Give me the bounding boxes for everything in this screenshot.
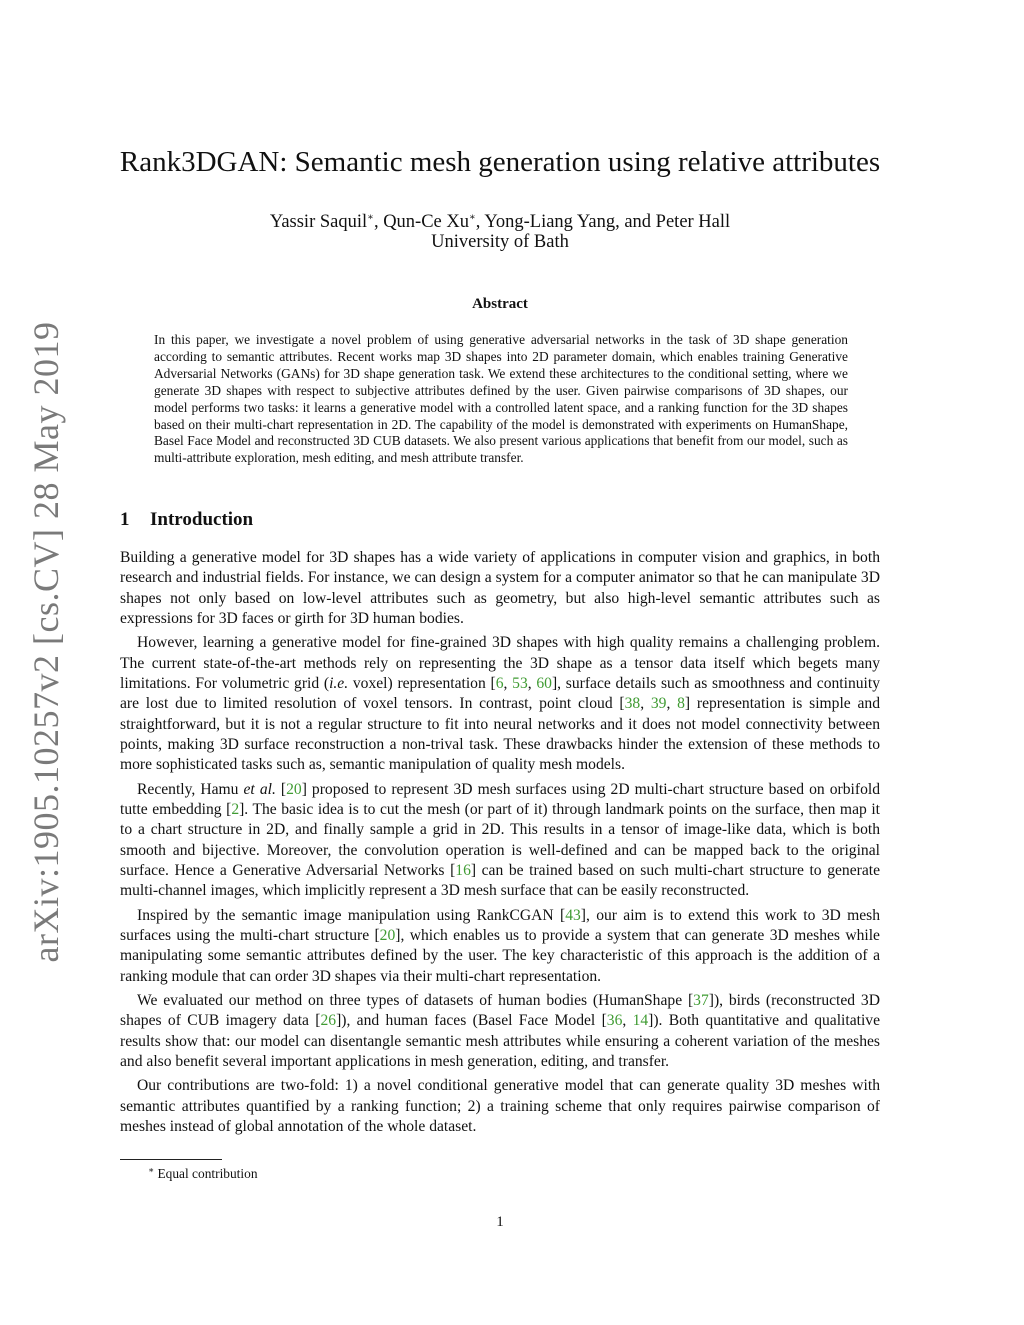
paragraph-text: ], which enables us to provide a system that can generate 3D meshes while manipulating some semantic attributes defined by the user. The key characteristic of this approach is the addition of a ranking module that can order 3D shapes via their multi-chart representation.: [120, 926, 880, 985]
paragraph-text: However, learning a generative model for fine-grained 3D shapes with high quality remains a challenging problem. The current state-of-the-art methods rely on representing the 3D shape as a tensor data itself which begets many limitations. For volumetric grid (: [120, 634, 880, 692]
abstract-heading: Abstract: [472, 296, 528, 312]
paragraph-text: ]), birds (reconstructed 3D shapes of CUB imagery data [: [120, 991, 880, 1030]
citation-link[interactable]: 16: [455, 861, 471, 879]
paragraph-text: Inspired by the semantic image manipulation using RankCGAN [: [137, 906, 566, 924]
citation-link[interactable]: 26: [320, 1012, 337, 1030]
affiliation: University of Bath: [431, 232, 569, 252]
citation-link[interactable]: 20: [286, 780, 302, 798]
equal-contribution-mark: ∗: [469, 212, 476, 223]
author-name: Qun-Ce Xu: [383, 212, 469, 232]
paragraph-text: ]). Both quantitative and qualitative results show that: our model can disentangle semantic mesh attributes while ensuring a coherent variation of the meshes and also benefit several important applications in mesh generation, editing, and transfer.: [120, 1012, 881, 1070]
author-separator: ,: [373, 212, 384, 232]
paragraph-text: ] proposed to represent 3D mesh surfaces using 2D multi-chart structure based on orbifold tutte embedding [: [120, 780, 880, 818]
paragraph-text: Recently, Hamu: [137, 780, 244, 798]
equal-contribution-mark: ∗: [367, 212, 374, 223]
citation-link[interactable]: 53: [512, 674, 528, 692]
paragraph: [120, 548, 880, 629]
paragraph-text: Building a generative model for 3D shapes has a wide variety of applications in computer vision and graphics, in both research and industrial fields. For instance, we can design a system for a computer animator so that he can manipulate 3D shapes not only based on low-level attributes such as geometry, but also high-level semantic attributes such as expressions for 3D faces or girth for 3D human bodies.: [120, 549, 880, 627]
paragraph-text: ]. The basic idea is to cut the mesh (or part of it) through landmark points on the surface, then map it to a chart structure in 2D, and finally sample a grid in 2D. This results in a tensor of image-like data, which is both smooth and bijective. Moreover, the convolution operation is well-defined and can be mapped back to the original surface. Hence a Generative Adversarial Networks [: [120, 800, 880, 879]
paragraph-text: ]), and human faces (Basel Face Model [: [336, 1012, 607, 1030]
section-number: 1: [120, 509, 130, 530]
citation-link[interactable]: 43: [565, 906, 581, 924]
paper-title: Rank3DGAN: Semantic mesh generation using relative attributes: [119, 146, 881, 178]
citation-separator: ,: [640, 695, 651, 713]
footnote-mark: ∗: [148, 1165, 155, 1175]
abstract-text: In this paper, we investigate a novel problem of using generative adversarial networks in the task of 3D shape generation according to semantic attributes. Recent works map 3D shapes into 2D parameter domain, which enables training Generative Adversarial Networks (GANs) for 3D shape generation task. We extend these architectures to the conditional setting, where we generate 3D shapes with respect to subjective attributes defined by the user. Given pairwise comparisons of 3D shapes, our model performs two tasks: it learns a generative model with a controlled latent space, and a ranking function for the 3D shapes based on their multi-chart representation in 2D. The capability of the model is demonstrated with experiments on HumanShape, Basel Face Model and reconstructed 3D CUB datasets. We also present various applications that benefit from our model, such as multi-attribute exploration, mesh editing, and mesh attribute transfer.: [154, 332, 848, 466]
paragraph: [120, 1076, 880, 1137]
paragraph-text: [: [275, 780, 287, 798]
citation-link[interactable]: 36: [606, 1012, 623, 1030]
footnote: [148, 1165, 258, 1182]
author-names-rest: , Yong-Liang Yang, and Peter Hall: [475, 212, 731, 232]
paragraph: [120, 991, 880, 1072]
page-number: 1: [496, 1214, 504, 1230]
citation-link[interactable]: 20: [379, 926, 396, 944]
citation-separator: ,: [503, 674, 513, 692]
paragraph-text: ], surface details such as smoothness and continuity are lost due to limited resolution of voxel tensors. In contrast, point cloud [: [120, 674, 881, 713]
footnote-text: Equal contribution: [154, 1166, 258, 1181]
italic-abbreviation: i.e.: [329, 674, 349, 692]
author-name: Yassir Saquil: [269, 212, 368, 232]
citation-link[interactable]: 38: [624, 695, 641, 713]
section-title: Introduction: [150, 509, 254, 530]
italic-etal: et al.: [243, 780, 276, 798]
paragraph: [120, 906, 880, 987]
citation-link[interactable]: 6: [495, 674, 504, 692]
citation-separator: ,: [666, 695, 678, 713]
paragraph-text: Our contributions are two-fold: 1) a novel conditional generative model that can generate quality 3D meshes with semantic attributes quantified by a ranking function; 2) a training scheme that only requires pairwise comparison of meshes instead of global annotation of the whole dataset.: [120, 1077, 880, 1135]
citation-link[interactable]: 37: [693, 991, 709, 1009]
introduction-body: [120, 548, 880, 1141]
citation-link[interactable]: 14: [632, 1012, 649, 1030]
paragraph-text: We evaluated our method on three types of datasets of human bodies (HumanShape [: [137, 991, 694, 1009]
paragraph-text: ] can be trained based on such multi-chart structure to generate multi-channel images, which implicitly represent a 3D mesh surface that can be easily reconstructed.: [120, 861, 880, 900]
citation-separator: ,: [527, 674, 537, 692]
paragraph-text: ] representation is simple and straightforward, but it is not a regular structure to fit into neural networks and it does not model connectivity between points, making 3D surface reconstruction a non-trival task. These drawbacks hinder the extension of these methods to more sophisticated tasks such as, semantic manipulation of quality mesh models.: [120, 695, 881, 774]
paragraph: [120, 780, 880, 902]
paragraph: [120, 633, 880, 775]
citation-link[interactable]: 8: [677, 695, 685, 713]
section-heading: [120, 509, 253, 531]
arxiv-identifier-stamp: arXiv:1905.10257v2 [cs.CV] 28 May 2019: [26, 321, 66, 963]
citation-separator: ,: [622, 1012, 633, 1030]
citation-link[interactable]: 2: [231, 800, 240, 818]
citation-link[interactable]: 60: [536, 674, 552, 692]
footnote-divider: [120, 1159, 222, 1160]
paragraph-text: voxel) representation [: [348, 674, 496, 692]
citation-link[interactable]: 39: [650, 695, 667, 713]
paragraph-text: ], our aim is to extend this work to 3D mesh surfaces using the multi-chart structure [: [120, 906, 880, 944]
